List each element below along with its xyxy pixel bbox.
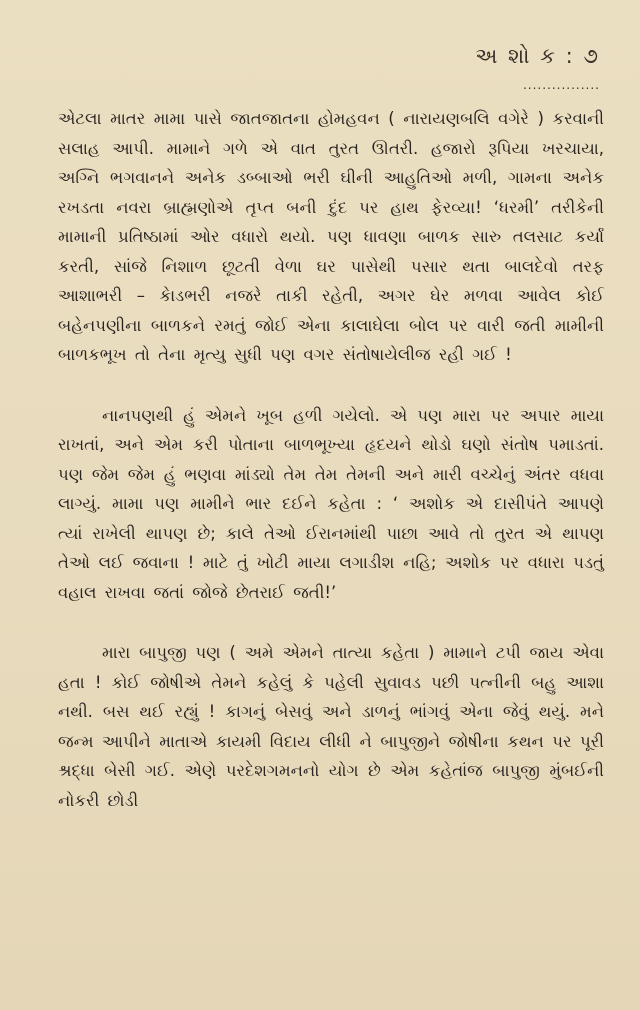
running-head: અ શો ક : ૭: [475, 44, 600, 68]
page-body: [58, 104, 604, 846]
paragraph-1: એટલા માતર મામા પાસે જાતજાતના હોમહવન ( નારાયણબલિ વગેરે ) કરવાની સલાહ આપી. મામાને ગળે એ વાત તુરત ઊતરી. હજારો રૂપિયા ખરચાયા, અગ્નિ ભગવાનને અનેક ડબ્બાઓ ભરી ઘીની આહુતિઓ મળી, ગામના અનેક રખડતા નવરા બ્રાહ્મણોએ તૃપ્ત બની દુંદ પર હાથ ફેરવ્યા! ‘ધરમી’ તરીકેની મામાની પ્રતિષ્ઠામાં ઓર વધારો થયો. પણ ધાવણા બાળક સારુ તલસાટ કર્યાં કરતી, સાંજે નિશાળ છૂટતી વેળા ઘર પાસેથી પસાર થતા બાલદેવો તરફ આશાભરી – કેાડભરી નજરે તાકી રહેતી, અગર ઘેર મળવા આવેલ કોઈ બહેનપણીના બાળકને રમતું જોઈ એના કાલાઘેલા બોલ પર વારી જતી મામીની બાળકભૂખ તો તેના મૃત્યુ સુધી પણ વગર સંતોષાયેલીજ રહી ગઈ !: [58, 109, 604, 364]
header-dotted-rule: ................: [522, 78, 600, 92]
paragraph-2: નાનપણથી હું એમને ખૂબ હળી ગયેલો. એ પણ મારા પર અપાર માયા રાખતાં, અને એમ કરી પોતાના બાળભૂખ્યા હૃદયને થોડો ઘણો સંતોષ પમાડતાં. પણ જેમ જેમ હું ભણવા માંડ્યો તેમ તેમ તેમની અને મારી વચ્ચેનું અંતર વધવા લાગ્યું. મામા પણ મામીને ભાર દઈને કહેતા : ‘ અશોક એ દાસીપંતે આપણે ત્યાં રાખેલી થાપણ છે; કાલે તેઓ ઈરાનમાંથી પાછા આવે તો તુરત એ થાપણ તેઓ લઈ જવાના ! માટે તું ખોટી માયા લગાડીશ નહિ; અશોક પર વધારા પડતું વહાલ રાખવા જતાં જોજે છેતરાઈ જતી!’: [58, 405, 604, 602]
paragraph-3: મારા બાપુજી પણ ( અમે એમને તાત્યા કહેતા ) મામાને ટપી જાય એવા હતા ! કોઈ જોષીએ તેમને કહેલું કે પહેલી સુવાવડ પછી પત્નીની બહુ આશા નથી. બસ થઈ રહ્યું ! કાગનું બેસવું અને ડાળનું ભાંગવું એના જેવું થયું. મને જન્મ આપીને માતાએ કાયમી વિદાય લીધી ને બાપુજીને જોષીના કથન પર પૂરી શ્રદ્ધા બેસી ગઈ. એણે પરદેશગમનનો યોગ છે એમ કહેતાંજ બાપુજી મુંબઈની નોકરી છોડી: [58, 643, 604, 810]
